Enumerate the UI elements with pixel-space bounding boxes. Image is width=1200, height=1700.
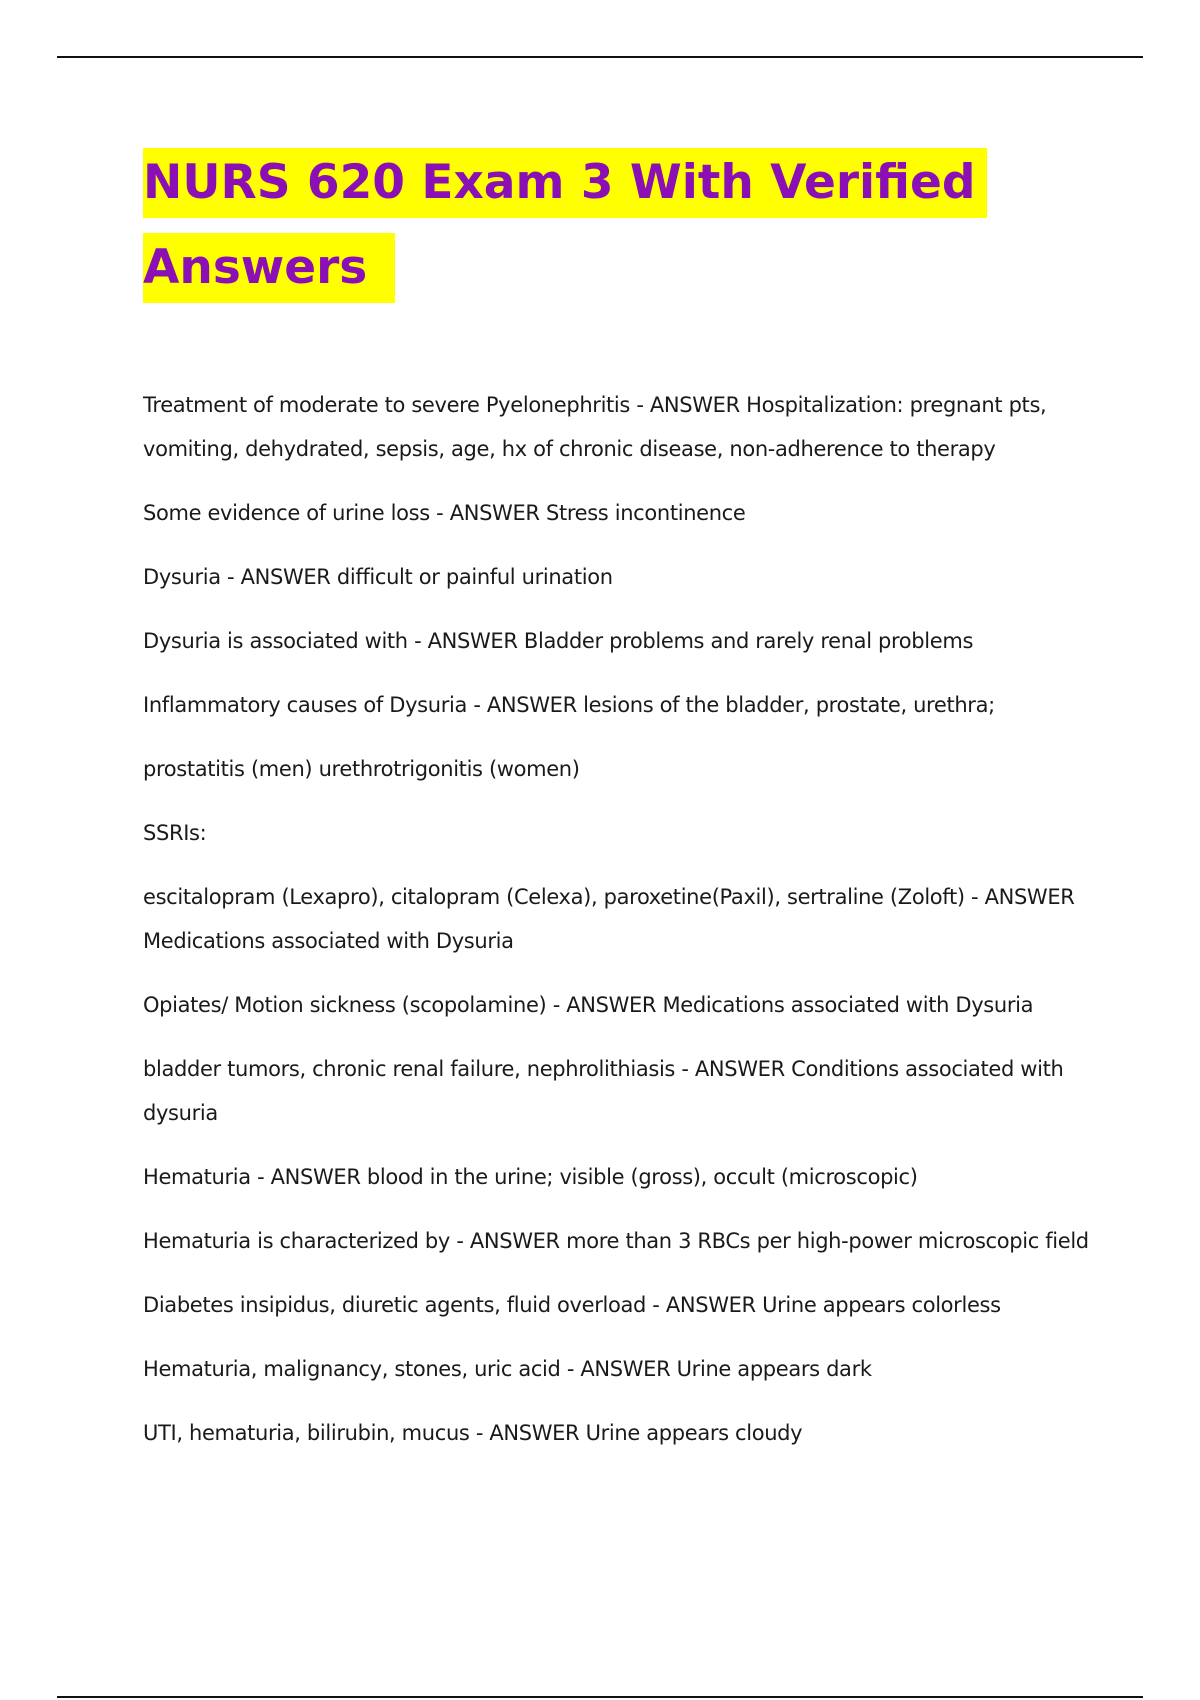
qa-item: Dysuria - ANSWER difficult or painful urination	[143, 565, 613, 589]
qa-item: prostatitis (men) urethrotrigonitis (women)	[143, 757, 580, 781]
qa-list	[143, 383, 1103, 1475]
qa-item: Treatment of moderate to severe Pyelonephritis - ANSWER Hospitalization: pregnant pts, vomiting, dehydrated, sepsis, age, hx of chronic disease, non-adherence to therapy	[143, 393, 1047, 461]
document-title	[143, 143, 1103, 313]
qa-item: escitalopram (Lexapro), citalopram (Celexa), paroxetine(Paxil), sertraline (Zoloft) - ANSWER Medications associated with Dysuria	[143, 885, 1075, 953]
qa-item: Hematuria - ANSWER blood in the urine; visible (gross), occult (microscopic)	[143, 1165, 918, 1189]
top-rule	[57, 56, 1143, 58]
qa-item: Diabetes insipidus, diuretic agents, fluid overload - ANSWER Urine appears colorless	[143, 1293, 1001, 1317]
qa-item: Hematuria, malignancy, stones, uric acid - ANSWER Urine appears dark	[143, 1357, 872, 1381]
title-line-2: Answers	[143, 233, 395, 303]
qa-item: Opiates/ Motion sickness (scopolamine) - ANSWER Medications associated with Dysuria	[143, 993, 1034, 1017]
qa-item: Hematuria is characterized by - ANSWER more than 3 RBCs per high-power microscopic field	[143, 1229, 1089, 1253]
bottom-rule	[57, 1696, 1143, 1698]
qa-item: UTI, hematuria, bilirubin, mucus - ANSWER Urine appears cloudy	[143, 1421, 803, 1445]
qa-item: Inflammatory causes of Dysuria - ANSWER lesions of the bladder, prostate, urethra;	[143, 693, 995, 717]
qa-item: bladder tumors, chronic renal failure, nephrolithiasis - ANSWER Conditions associated with dysuria	[143, 1057, 1064, 1125]
qa-item: SSRIs:	[143, 821, 207, 845]
qa-item: Dysuria is associated with - ANSWER Bladder problems and rarely renal problems	[143, 629, 974, 653]
title-line-1: NURS 620 Exam 3 With Verified	[143, 148, 987, 218]
qa-item: Some evidence of urine loss - ANSWER Stress incontinence	[143, 501, 746, 525]
